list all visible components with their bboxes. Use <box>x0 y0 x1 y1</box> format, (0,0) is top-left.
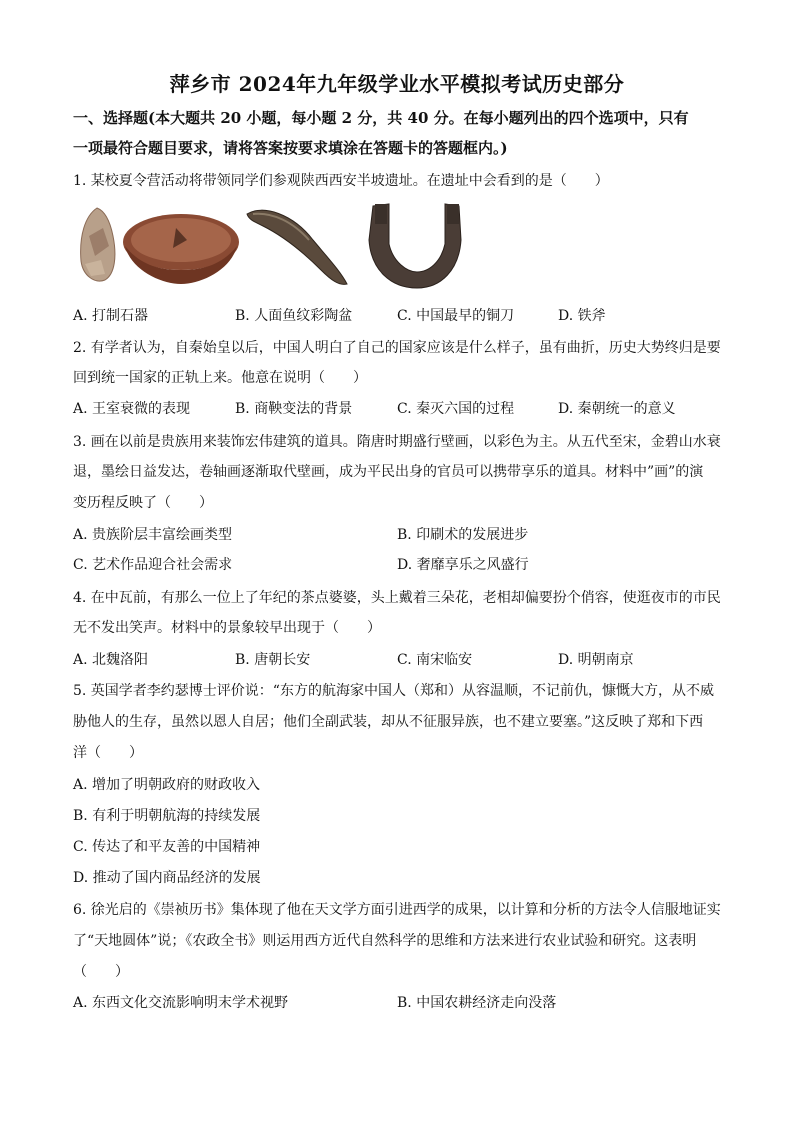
question-2-option-c[interactable]: C. 秦灭六国的过程 <box>397 401 515 417</box>
question-2-option-a[interactable]: A. 王室衰微的表现 <box>73 401 191 417</box>
page-title: 萍乡市 2024年九年级学业水平模拟考试历史部分 <box>169 72 625 96</box>
question-1-option-d[interactable]: D. 铁斧 <box>558 308 606 324</box>
question-6-stem-line-2: 了“天地圆体”说；《农政全书》则运用西方近代自然科学的思维和方法来进行农业试验和研究。这表明 <box>73 933 697 949</box>
question-5-option-d[interactable]: D. 推动了国内商品经济的发展 <box>73 870 261 886</box>
question-3-stem-line-1: 3. 画在以前是贵族用来装饰宏伟建筑的道具。隋唐时期盛行壁画，以彩色为主。从五代至宋，金碧山水衰 <box>73 434 721 450</box>
question-6-option-b[interactable]: B. 中国农耕经济走向没落 <box>397 995 557 1011</box>
painted-pottery-basin-image <box>121 210 241 286</box>
question-5-stem-line-2: 胁他人的生存，虽然以恩人自居；他们全副武装，却从不征服异族，也不建立要塞。”这反映了郑和下西 <box>73 714 704 730</box>
question-2-stem-line-2: 回到统一国家的正轨上来。他意在说明（ ） <box>73 370 367 386</box>
question-2-option-d[interactable]: D. 秦朝统一的意义 <box>558 401 676 417</box>
question-3-stem-line-2: 退，墨绘日益发达，卷轴画逐渐取代壁画，成为平民出身的官员可以携带享乐的道具。材料中”画”的演 <box>73 464 704 480</box>
question-3-option-a[interactable]: A. 贵族阶层丰富绘画类型 <box>73 527 233 543</box>
bronze-knife-image <box>243 200 353 292</box>
iron-tool-image <box>355 200 475 292</box>
question-6-stem-line-3: （ ） <box>73 964 129 980</box>
question-1-option-b[interactable]: B. 人面鱼纹彩陶盆 <box>235 308 353 324</box>
question-4-option-b[interactable]: B. 唐朝长安 <box>235 652 311 668</box>
section-instructions-line-2: 一项最符合题目要求，请将答案按要求填涂在答题卡的答题框内。) <box>73 139 508 157</box>
question-5-stem-line-1: 5. 英国学者李约瑟博士评价说：“东方的航海家中国人（郑和）从容温顺，不记前仇，慷慨大方，从不威 <box>73 683 714 699</box>
question-6-option-a[interactable]: A. 东西文化交流影响明末学术视野 <box>73 995 289 1011</box>
stone-tool-image <box>75 206 120 286</box>
question-3-option-b[interactable]: B. 印刷术的发展进步 <box>397 527 529 543</box>
question-4-stem-line-2: 无不发出笑声。材料中的景象较早出现于（ ） <box>73 620 381 636</box>
question-5-stem-line-3: 洋（ ） <box>73 745 143 761</box>
question-1-stem: 1. 某校夏令营活动将带领同学们参观陕西西安半坡遗址。在遗址中会看到的是（ ） <box>73 173 609 189</box>
question-3-option-d[interactable]: D. 奢靡享乐之风盛行 <box>397 557 529 573</box>
question-4-option-d[interactable]: D. 明朝南京 <box>558 652 634 668</box>
question-6-stem-line-1: 6. 徐光启的《崇祯历书》集体现了他在天文学方面引进西学的成果，以计算和分析的方法令人信服地证实 <box>73 902 721 918</box>
question-5-option-c[interactable]: C. 传达了和平友善的中国精神 <box>73 839 261 855</box>
question-1-images <box>75 200 475 295</box>
question-3-stem-line-3: 变历程反映了（ ） <box>73 495 213 511</box>
question-3-option-c[interactable]: C. 艺术作品迎合社会需求 <box>73 557 233 573</box>
question-2-option-b[interactable]: B. 商鞅变法的背景 <box>235 401 353 417</box>
question-4-option-a[interactable]: A. 北魏洛阳 <box>73 652 149 668</box>
question-1-option-c[interactable]: C. 中国最早的铜刀 <box>397 308 515 324</box>
question-5-option-b[interactable]: B. 有利于明朝航海的持续发展 <box>73 808 261 824</box>
question-1-option-a[interactable]: A. 打制石器 <box>73 308 149 324</box>
question-4-option-c[interactable]: C. 南宋临安 <box>397 652 473 668</box>
section-instructions-line-1: 一、选择题(本大题共 20 小题，每小题 2 分，共 40 分。在每小题列出的四个选项中，只有 <box>73 109 689 127</box>
question-4-stem-line-1: 4. 在中瓦前，有那么一位上了年纪的茶点婆婆，头上戴着三朵花，老相却偏要扮个俏容，使逛夜市的市民 <box>73 590 721 606</box>
question-2-stem-line-1: 2. 有学者认为，自秦始皇以后，中国人明白了自己的国家应该是什么样子，虽有曲折，历史大势终归是要 <box>73 340 721 356</box>
question-5-option-a[interactable]: A. 增加了明朝政府的财政收入 <box>73 777 261 793</box>
